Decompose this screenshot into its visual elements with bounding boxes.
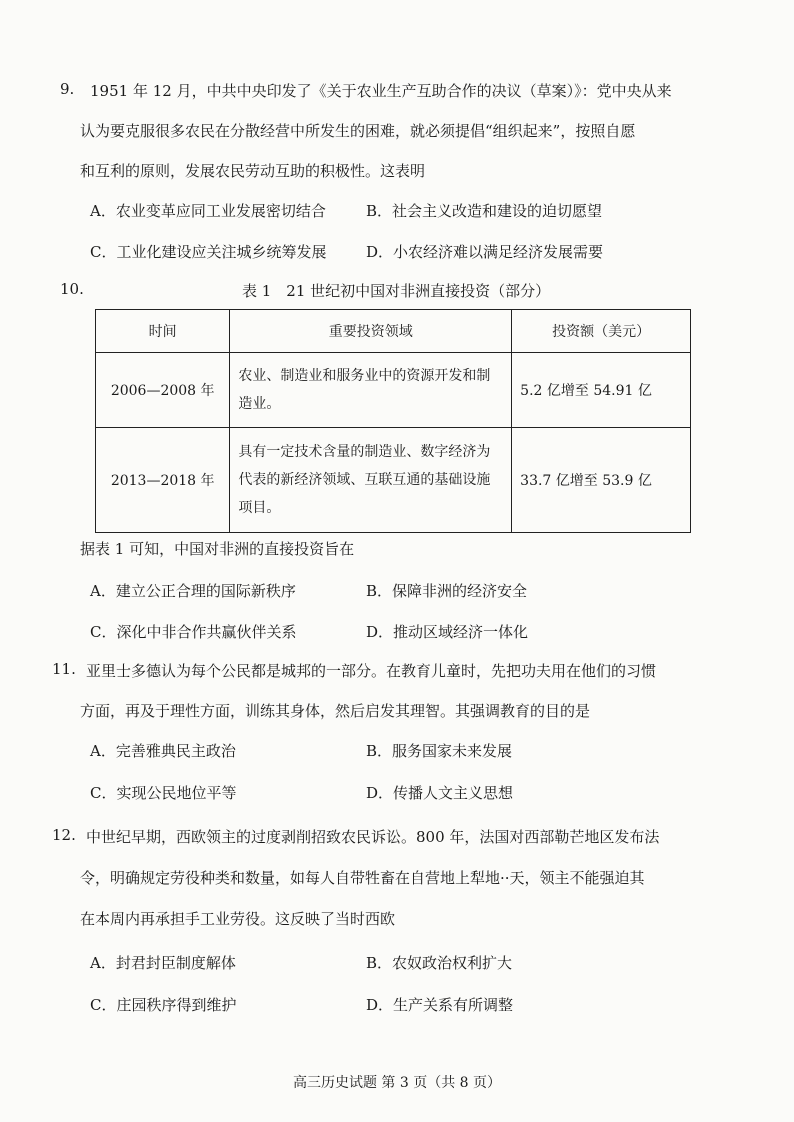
header-amount: 投资额（美元） [512, 310, 691, 353]
q9-stem-line-2: 认为要克服很多农民在分散经营中所发生的困难，就必须提倡“组织起来”，按照自愿 [80, 122, 636, 140]
q10-option-d: D．推动区域经济一体化 [366, 623, 529, 641]
q9-option-a: A．农业变革应同工业发展密切结合 [90, 202, 326, 220]
table-row [96, 353, 691, 428]
q9-option-b: B．社会主义改造和建设的迫切愿望 [366, 202, 603, 220]
q10-option-a: A．建立公正合理的国际新秩序 [90, 582, 296, 600]
q12-number: 12. [52, 826, 76, 844]
row2-time: 2013—2018 年 [96, 428, 230, 533]
q11-option-a: A．完善雅典民主政治 [90, 742, 236, 760]
q11-option-b: B．服务国家未来发展 [366, 742, 513, 760]
q9-stem-line-3: 和互利的原则，发展农民劳动互助的积极性。这表明 [80, 162, 426, 180]
q10-option-b: B．保障非洲的经济安全 [366, 582, 528, 600]
row2-field: 具有一定技术含量的制造业、数字经济为代表的新经济领域、互联互通的基础设施项目。 [230, 428, 512, 533]
row2-amount: 33.7 亿增至 53.9 亿 [512, 428, 691, 533]
q11-option-c: C．实现公民地位平等 [90, 784, 237, 802]
q12-option-a: A．封君封臣制度解体 [90, 954, 236, 972]
q9-number: 9. [60, 80, 75, 98]
q12-stem-line-1: 中世纪早期，西欧领主的过度剥削招致农民诉讼。800 年，法国对西部勒芒地区发布法 [86, 828, 660, 846]
row1-time: 2006—2008 年 [96, 353, 230, 428]
page-footer: 高三历史试题 第 3 页（共 8 页） [292, 1075, 502, 1091]
q11-option-d: D．传播人文主义思想 [366, 784, 514, 802]
row1-amount: 5.2 亿增至 54.91 亿 [512, 353, 691, 428]
row1-field: 农业、制造业和服务业中的资源开发和制造业。 [230, 353, 512, 428]
q11-stem-line-2: 方面，再及于理性方面，训练其身体，然后启发其理智。其强调教育的目的是 [80, 702, 591, 720]
q11-stem-line-1: 亚里士多德认为每个公民都是城邦的一部分。在教育儿童时，先把功夫用在他们的习惯 [86, 662, 657, 680]
q9-option-d: D．小农经济难以满足经济发展需要 [366, 243, 604, 261]
q10-number: 10. [60, 280, 84, 298]
table-row [96, 428, 691, 533]
q9-option-c: C．工业化建设应关注城乡统筹发展 [90, 243, 327, 261]
header-time: 时间 [96, 310, 230, 353]
q12-option-b: B．农奴政治权利扩大 [366, 954, 513, 972]
investment-table [95, 309, 691, 533]
q9-stem-line-1: 1951 年 12 月，中共中央印发了《关于农业生产互助合作的决议（草案）》：党中央从来 [90, 82, 672, 100]
table-caption: 表 1 21 世纪初中国对非洲直接投资（部分） [242, 282, 551, 300]
q12-stem-line-2: 令，明确规定劳役种类和数量，如每人自带牲畜在自营地上犁地··天，领主不能强迫其 [80, 869, 645, 887]
q10-stem: 据表 1 可知，中国对非洲的直接投资旨在 [80, 540, 355, 558]
q12-stem-line-3: 在本周内再承担手工业劳役。这反映了当时西欧 [80, 910, 396, 928]
q12-option-c: C．庄园秩序得到维护 [90, 996, 237, 1014]
header-field: 重要投资领域 [230, 310, 512, 353]
q11-number: 11. [52, 660, 76, 678]
q12-option-d: D．生产关系有所调整 [366, 996, 514, 1014]
q10-option-c: C．深化中非合作共赢伙伴关系 [90, 623, 297, 641]
table-header-row [96, 310, 691, 353]
